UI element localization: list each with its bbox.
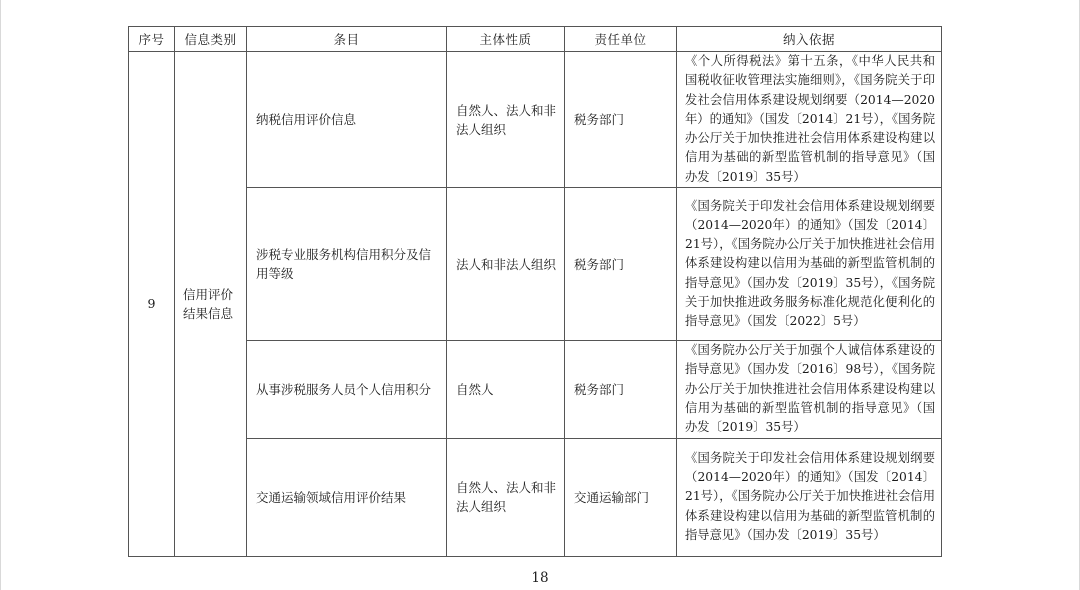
item-cell xyxy=(247,341,447,438)
credit-info-table xyxy=(128,26,942,557)
subject-text: 自然人 xyxy=(456,381,494,397)
basis-text: 《国务院办公厅关于加强个人诚信体系建设的指导意见》（国办发〔2016〕98号），《国务院办公厅关于加快推进社会信用体系建设构建以信用为基础的新型监管机制的指导意见》（国办发〔2019〕35号） xyxy=(685,343,935,435)
subject-cell xyxy=(447,438,565,556)
basis-text: 《国务院关于印发社会信用体系建设规划纲要（2014—2020年）的通知》（国发〔2014〕21号），《国务院办公厅关于加快推进社会信用体系建设构建以信用为基础的新型监管机制的指导意见》（国办发〔2019〕35号） xyxy=(685,450,935,542)
basis-text: 《个人所得税法》第十五条，《中华人民共和国税收征收管理法实施细则》，《国务院关于印发社会信用体系建设规划纲要（2014—2020年）的通知》（国发〔2014〕21号），《国务院办公厅关于加快推进社会信用体系建设构建以信用为基础的新型监管机制的指导意见》（国办发〔2019〕35号） xyxy=(685,54,935,184)
page-number: 18 xyxy=(531,570,549,586)
unit-text: 交通运输部门 xyxy=(574,489,650,505)
item-text: 从事涉税服务人员个人信用积分 xyxy=(256,381,432,397)
basis-text: 《国务院关于印发社会信用体系建设规划纲要（2014—2020年）的通知》（国发〔2014〕21号），《国务院办公厅关于加快推进社会信用体系建设构建以信用为基础的新型监管机制的指导意见》（国办发〔2019〕35号），《国务院关于加快推进政务服务标准化规范化便利化的指导意见》（国发〔2022〕5号） xyxy=(685,198,935,329)
subject-text: 法人和非法人组织 xyxy=(456,256,557,272)
unit-cell xyxy=(565,438,677,556)
table-row xyxy=(129,438,942,556)
header-category: 信息类别 xyxy=(175,27,247,52)
basis-cell xyxy=(677,438,942,556)
category-cell xyxy=(175,52,247,557)
item-text: 交通运输领域信用评价结果 xyxy=(256,489,407,505)
header-seq: 序号 xyxy=(129,27,175,52)
unit-text: 税务部门 xyxy=(574,112,625,128)
header-subject: 主体性质 xyxy=(447,27,565,52)
table-row xyxy=(129,341,942,438)
header-item: 条目 xyxy=(247,27,447,52)
basis-cell xyxy=(677,188,942,341)
subject-text: 自然人、法人和非法人组织 xyxy=(456,102,557,137)
unit-cell xyxy=(565,341,677,438)
subject-text: 自然人、法人和非法人组织 xyxy=(456,480,557,515)
table-row xyxy=(129,52,942,188)
item-cell xyxy=(247,438,447,556)
unit-cell xyxy=(565,52,677,188)
seq-cell: 9 xyxy=(129,52,175,557)
subject-cell xyxy=(447,188,565,341)
table-header-row xyxy=(129,27,942,52)
table-row xyxy=(129,188,942,341)
subject-cell xyxy=(447,341,565,438)
basis-cell xyxy=(677,52,942,188)
header-unit: 责任单位 xyxy=(565,27,677,52)
header-basis: 纳入依据 xyxy=(677,27,942,52)
item-cell xyxy=(247,52,447,188)
category-text: 信用评价结果信息 xyxy=(183,286,234,321)
unit-text: 税务部门 xyxy=(574,256,625,272)
item-text: 涉税专业服务机构信用积分及信用等级 xyxy=(256,247,432,282)
basis-cell xyxy=(677,341,942,438)
unit-cell xyxy=(565,188,677,341)
page-left-edge xyxy=(0,0,1,590)
unit-text: 税务部门 xyxy=(574,381,625,397)
item-text: 纳税信用评价信息 xyxy=(256,112,357,128)
subject-cell xyxy=(447,52,565,188)
item-cell xyxy=(247,188,447,341)
